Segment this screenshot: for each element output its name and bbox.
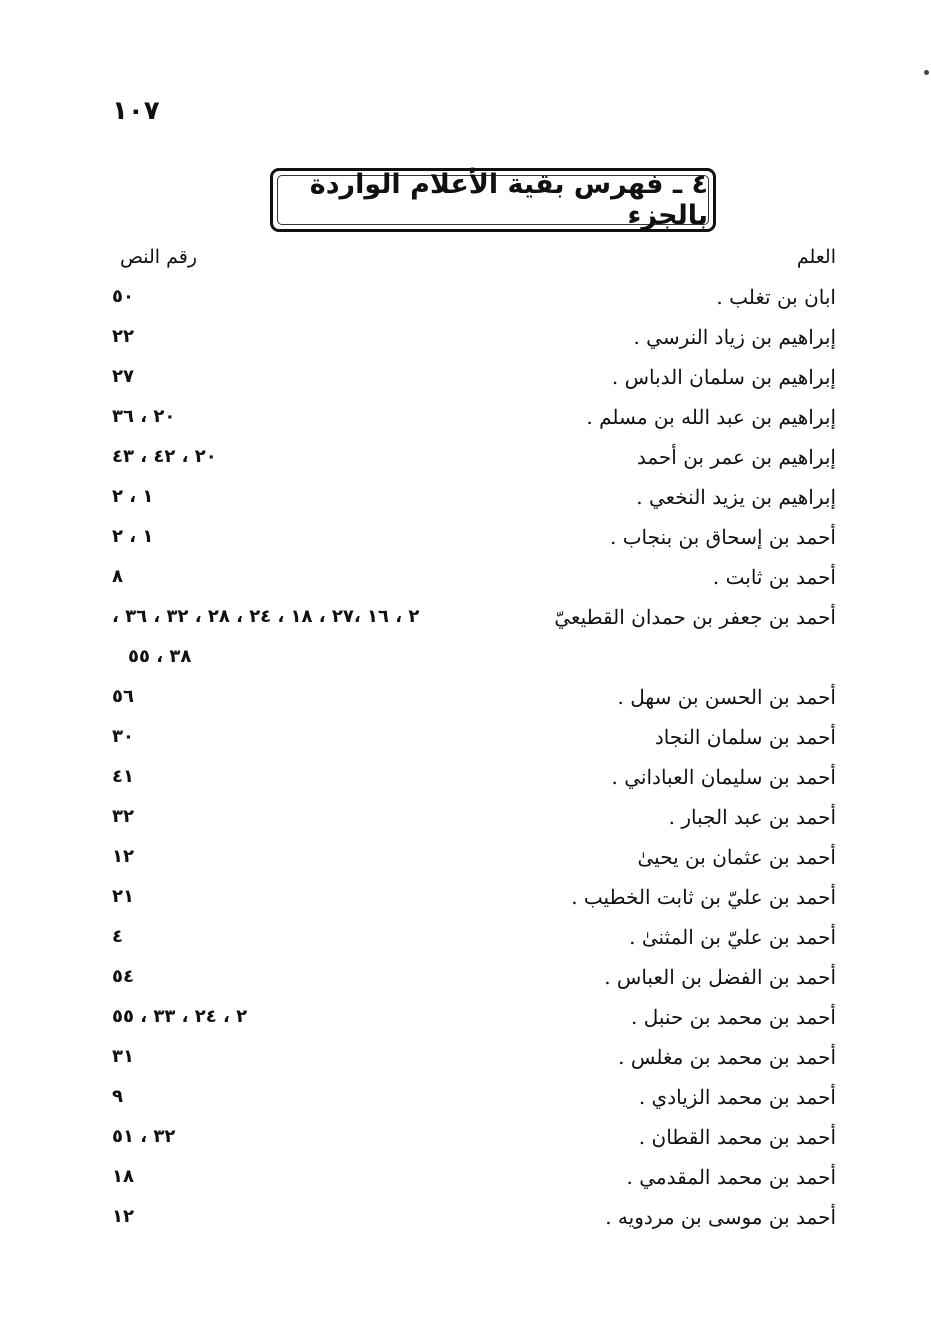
index-entry: [112, 1000, 836, 1040]
index-entry: [112, 400, 836, 440]
entry-refs: ٤: [112, 926, 123, 947]
title-frame: [270, 168, 716, 232]
entry-name: أحمد بن محمد بن مغلس .: [618, 1045, 836, 1069]
entry-refs: ٥٠: [112, 286, 134, 307]
entry-name: أحمد بن عليّ بن المثنىٰ .: [629, 925, 836, 949]
entry-name: أحمد بن الحسن بن سهل .: [617, 685, 836, 709]
page-number: ١٠٧: [112, 96, 160, 126]
entry-name: أحمد بن محمد المقدمي .: [626, 1165, 836, 1189]
entry-name: أحمد بن عبد الجبار .: [668, 805, 836, 829]
index-entry: [112, 520, 836, 560]
entry-refs: ١٨: [112, 1166, 134, 1187]
entry-refs: ٣٠: [112, 726, 134, 747]
entry-refs: ١ ، ٢: [112, 486, 154, 507]
entry-refs: ٣٢ ، ٥١: [112, 1126, 176, 1147]
index-entry: [112, 1040, 836, 1080]
entry-refs: ١٢: [112, 846, 134, 867]
section-title: ٤ ـ فهرس بقية الأعلام الواردة بالجزء: [277, 175, 709, 225]
index-entry: [112, 480, 836, 520]
entry-refs: ٢ ، ٢٤ ، ٣٣ ، ٥٥: [112, 1006, 248, 1027]
index-entry: [112, 880, 836, 920]
index-entry: [112, 320, 836, 360]
entry-refs: ٣٢: [112, 806, 134, 827]
entry-refs: ٤١: [112, 766, 134, 787]
entry-refs: ٢٢: [112, 326, 134, 347]
index-entry: [112, 1200, 836, 1240]
index-entry: [112, 360, 836, 400]
entry-refs: ١٢: [112, 1206, 134, 1227]
entry-name: أحمد بن محمد القطان .: [638, 1125, 836, 1149]
entry-name: إبراهيم بن عمر بن أحمد: [636, 445, 836, 469]
column-header-row: [112, 240, 836, 280]
entry-name: إبراهيم بن عبد الله بن مسلم .: [586, 405, 836, 429]
entry-refs-continued: ٣٨ ، ٥٥: [128, 646, 192, 667]
index-entry: [112, 600, 836, 680]
entry-refs: ٢١: [112, 886, 134, 907]
entry-name: أحمد بن عليّ بن ثابت الخطيب .: [571, 885, 836, 909]
entry-refs: ٢٠ ، ٣٦: [112, 406, 176, 427]
index-entry: [112, 960, 836, 1000]
index-entry: [112, 440, 836, 480]
index-entry: [112, 760, 836, 800]
entry-refs: ٢٠ ، ٤٢ ، ٤٣: [112, 446, 217, 467]
entry-name: أحمد بن إسحاق بن بنجاب .: [610, 525, 836, 549]
index-entry: [112, 680, 836, 720]
entry-name: أحمد بن جعفر بن حمدان القطيعيّ: [554, 605, 836, 629]
entry-name: أحمد بن محمد الزيادي .: [638, 1085, 836, 1109]
entry-name: إبراهيم بن سلمان الدباس .: [611, 365, 836, 389]
entry-name: أحمد بن عثمان بن يحيىٰ: [637, 845, 836, 869]
entry-refs: ٩: [112, 1086, 123, 1107]
entry-name: أحمد بن موسى بن مردويه .: [605, 1205, 836, 1229]
entry-name: أحمد بن ثابت .: [712, 565, 836, 589]
entry-refs: ١ ، ٢: [112, 526, 154, 547]
column-header-name: العلم: [796, 246, 836, 268]
entry-name: ابان بن تغلب .: [716, 285, 836, 309]
index-entry: [112, 1160, 836, 1200]
entry-refs: ٥٦: [112, 686, 134, 707]
index-entry: [112, 800, 836, 840]
entry-name: أحمد بن محمد بن حنبل .: [631, 1005, 836, 1029]
index-entry: [112, 1080, 836, 1120]
index-entry: [112, 280, 836, 320]
entry-name: أحمد بن سليمان العباداني .: [611, 765, 836, 789]
entry-name: أحمد بن الفضل بن العباس .: [604, 965, 836, 989]
entry-refs: ٣١: [112, 1046, 134, 1067]
entry-refs: ٥٤: [112, 966, 134, 987]
index-entry: [112, 1120, 836, 1160]
entry-refs: ٨: [112, 566, 123, 587]
entry-refs: ٢ ، ١٦ ،٢٧ ، ١٨ ، ٢٤ ، ٢٨ ، ٣٢ ، ٣٦ ،: [112, 606, 420, 627]
column-header-ref: رقم النص: [120, 246, 198, 268]
entry-name: إبراهيم بن يزيد النخعي .: [636, 485, 836, 509]
entry-name: أحمد بن سلمان النجاد: [654, 725, 836, 749]
scan-speck: [924, 70, 929, 75]
index-entry: [112, 920, 836, 960]
index-entry: [112, 560, 836, 600]
entry-refs: ٢٧: [112, 366, 134, 387]
index-entry: [112, 720, 836, 760]
index-entry: [112, 840, 836, 880]
entry-name: إبراهيم بن زياد النرسي .: [633, 325, 836, 349]
